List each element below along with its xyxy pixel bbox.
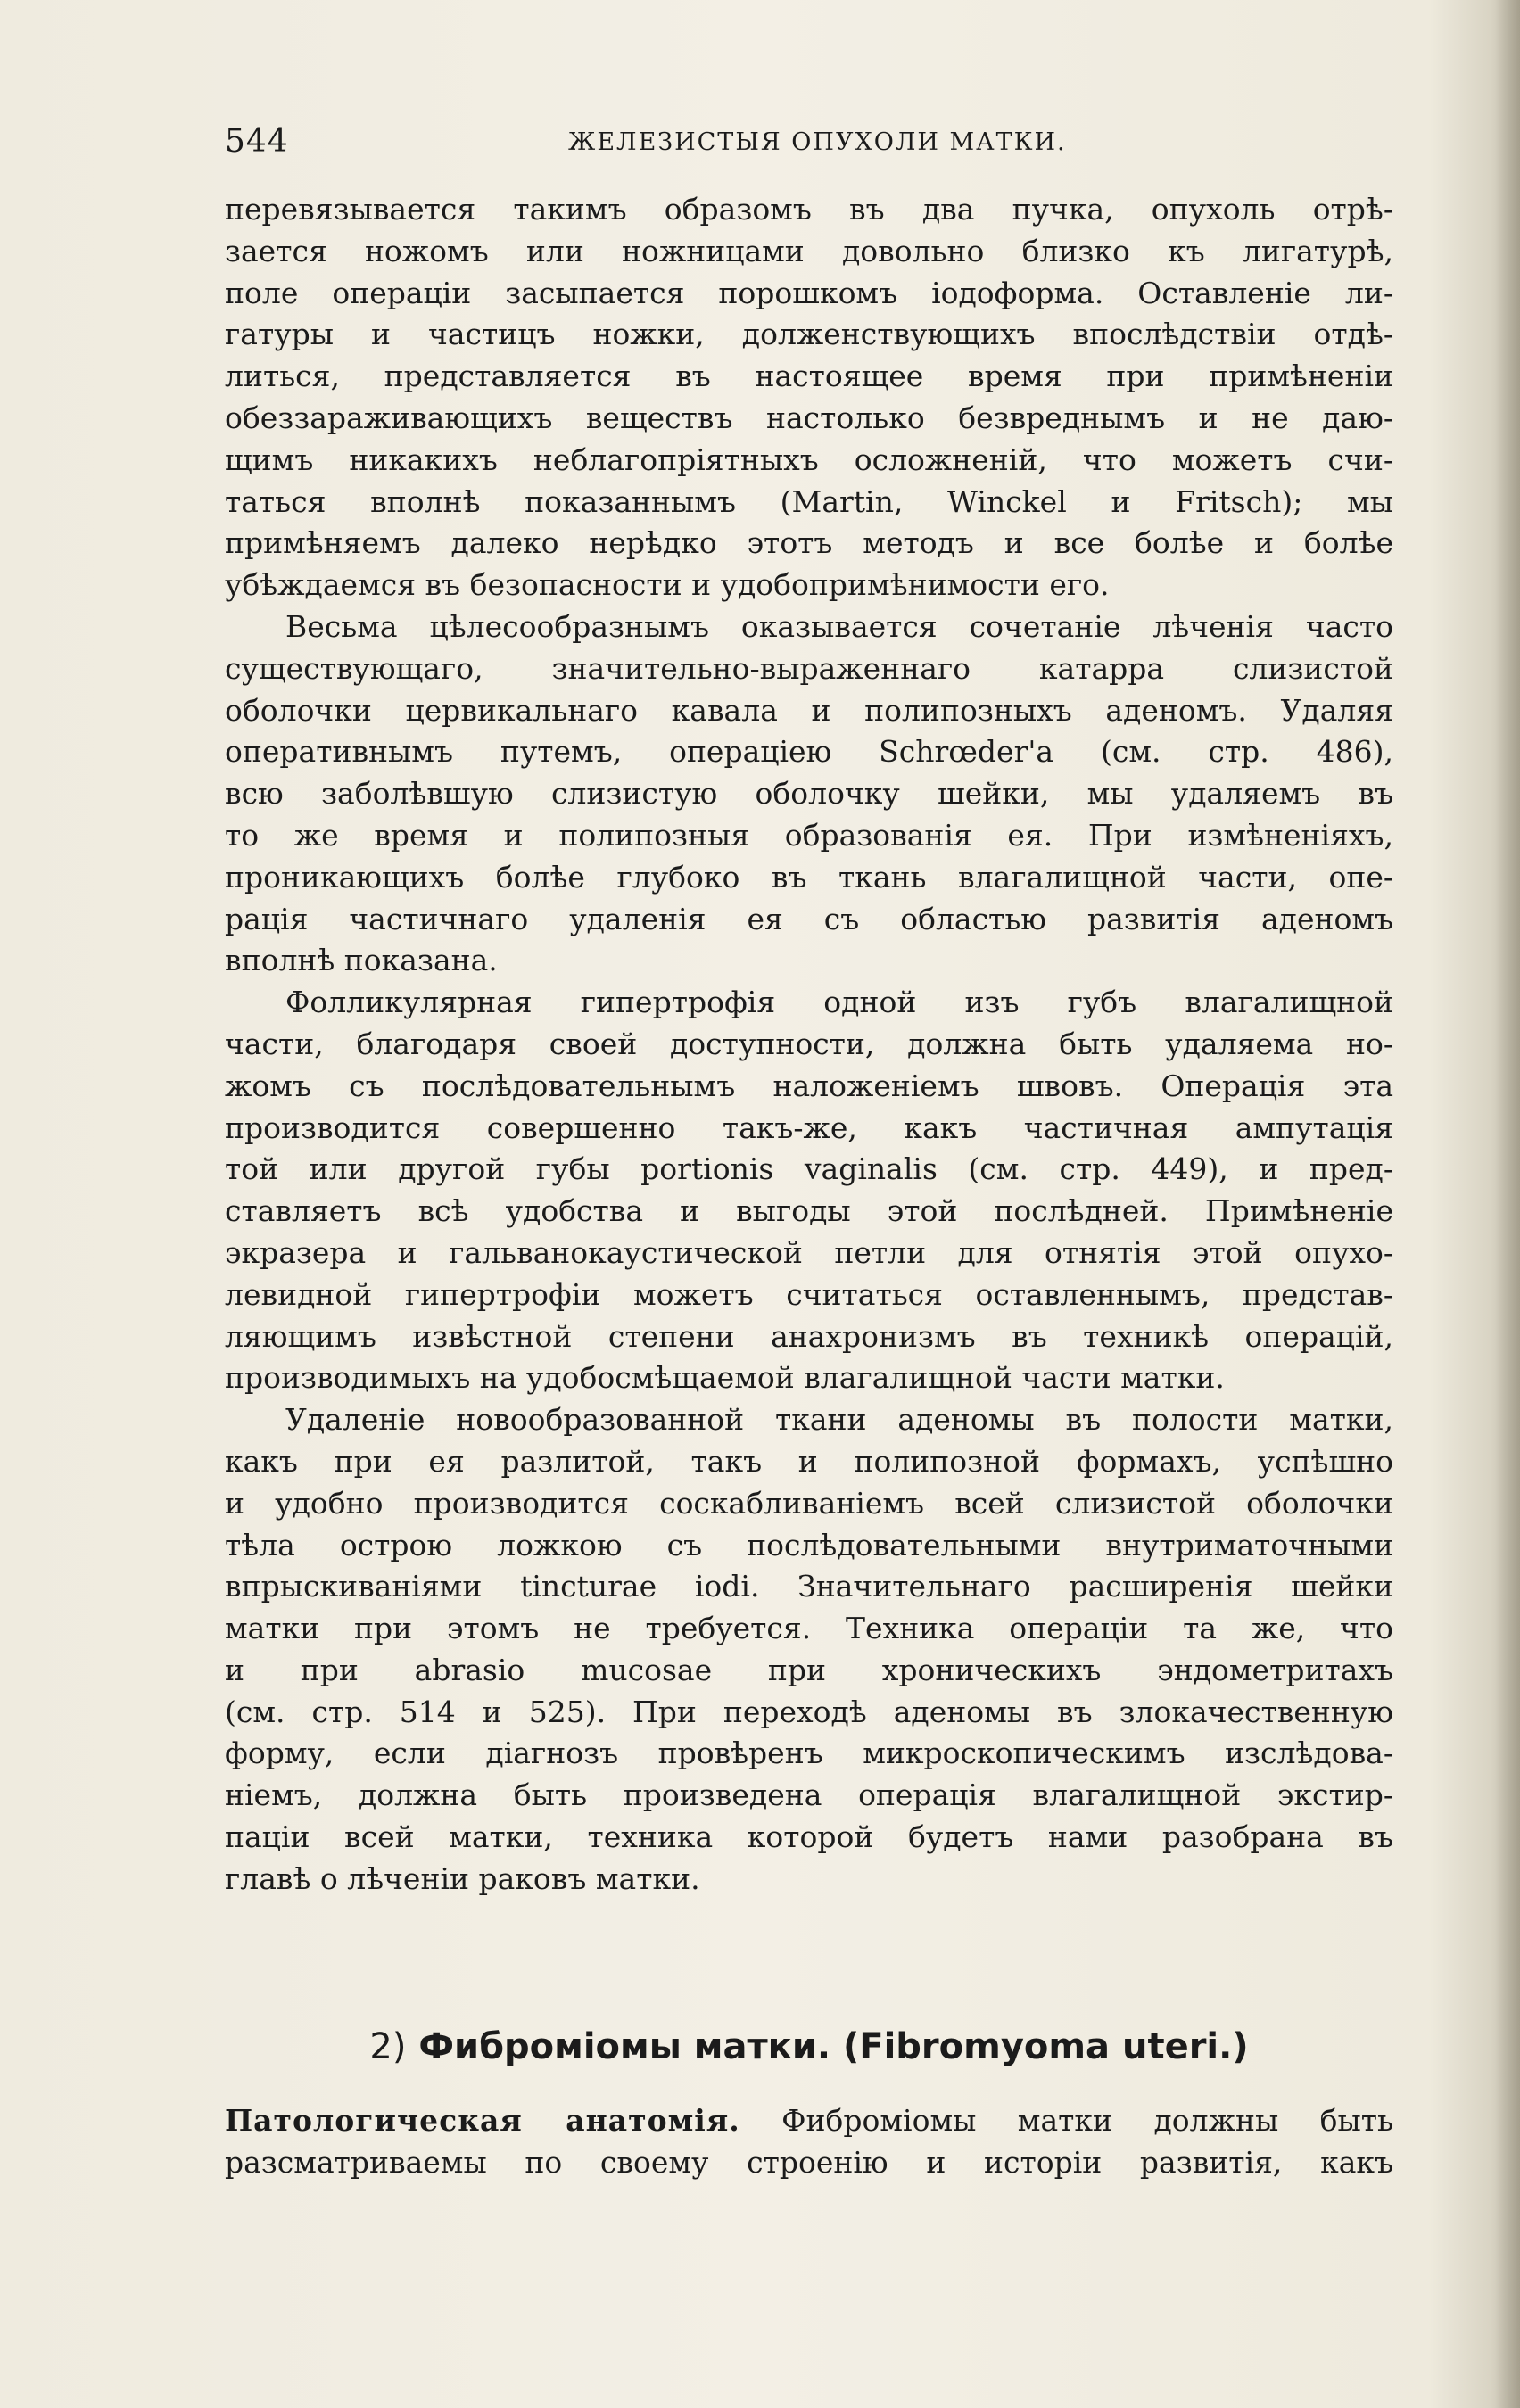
text-line: Удаленіе новообразованной ткани аденомы въ полости матки, <box>285 1402 1393 1438</box>
section-heading <box>225 2026 1393 2067</box>
page-edge-shadow <box>1495 0 1520 2408</box>
section-title: Фиброміомы матки. (Fibromyoma uteri.) <box>418 2026 1249 2067</box>
text-line: разсматриваемы по своему строенію и исторіи развитія, какъ <box>225 2144 1393 2180</box>
body-text <box>225 189 1393 1901</box>
text-line: поле операціи засыпается порошкомъ іодоформа. Оставленіе ли- <box>225 275 1393 310</box>
text-line: рація частичнаго удаленія ея съ областью развитія аденомъ <box>225 901 1393 936</box>
text-line: существующаго, значительно-выраженнаго катарра слизистой <box>225 650 1393 686</box>
text-line: таться вполнѣ показаннымъ (Martin, Winckel и Fritsch); мы <box>225 483 1393 519</box>
text-line: зается ножомъ или ножницами довольно близко къ лигатурѣ, <box>225 233 1393 268</box>
text-line: части, благодаря своей доступности, должна быть удаляема но- <box>225 1026 1393 1061</box>
subsection-lead: Патологическая анатомія. <box>225 2103 740 2138</box>
text-line: и при abrasio mucosae при хроническихъ эндометритахъ <box>225 1652 1393 1687</box>
text-line-rest: Фиброміомы матки должны быть <box>739 2103 1393 2138</box>
text-line: той или другой губы portionis vaginalis (см. стр. 449), и пред- <box>225 1151 1393 1187</box>
section-body <box>225 2100 1393 2184</box>
text-line: какъ при ея разлитой, такъ и полипозной формахъ, успѣшно <box>225 1443 1393 1479</box>
text-line: паціи всей матки, техника которой будетъ нами разобрана въ <box>225 1819 1393 1855</box>
text-line: то же время и полипозныя образованія ея. При измѣненіяхъ, <box>225 817 1393 853</box>
text-line: оперативнымъ путемъ, операціею Schrœder'а (см. стр. 486), <box>225 734 1393 770</box>
text-line: матки при этомъ не требуется. Техника операціи та же, что <box>225 1611 1393 1646</box>
text-line: ніемъ, должна быть произведена операція влагалищной экстир- <box>225 1777 1393 1813</box>
text-line: примѣняемъ далеко нерѣдко этотъ методъ и все болѣе и болѣе <box>225 525 1393 561</box>
text-line: экразера и гальванокаустической петли для отнятія этой опухо- <box>225 1234 1393 1270</box>
text-line: и удобно производится соскабливаніемъ всей слизистой оболочки <box>225 1485 1393 1521</box>
text-line: главѣ о лѣченіи раковъ матки. <box>225 1860 700 1896</box>
text-line: оболочки цервикальнаго кавала и полипозныхъ аденомъ. Удаляя <box>225 692 1393 728</box>
text-line <box>225 2100 1393 2142</box>
text-line: всю заболѣвшую слизистую оболочку шейки, мы удаляемъ въ <box>225 776 1393 812</box>
page-header <box>225 123 1393 168</box>
text-line: тѣла острою ложкою съ послѣдовательными внутриматочными <box>225 1527 1393 1563</box>
text-line: (см. стр. 514 и 525). При переходѣ аденомы въ злокачественную <box>225 1694 1393 1729</box>
text-line: ляющимъ извѣстной степени анахронизмъ въ техникѣ операцій, <box>225 1318 1393 1354</box>
text-line: перевязывается такимъ образомъ въ два пучка, опухоль отрѣ- <box>225 192 1393 227</box>
text-line: литься, представляется въ настоящее время при примѣненіи <box>225 359 1393 394</box>
section-number: 2) <box>369 2026 407 2067</box>
text-line: впрыскиваніями tincturae iodi. Значительнаго расширенія шейки <box>225 1569 1393 1604</box>
text-line: убѣждаемся въ безопасности и удобопримѣнимости его. <box>225 567 1110 603</box>
text-line: форму, если діагнозъ провѣренъ микроскопическимъ изслѣдова- <box>225 1736 1393 1771</box>
text-line: гатуры и частицъ ножки, долженствующихъ впослѣдствіи отдѣ- <box>225 317 1393 352</box>
text-line: производится совершенно такъ-же, какъ частичная ампутація <box>225 1109 1393 1145</box>
text-line: проникающихъ болѣе глубоко въ ткань влагалищной части, опе- <box>225 859 1393 895</box>
text-line: щимъ никакихъ неблагопріятныхъ осложненій, что можетъ счи- <box>225 441 1393 477</box>
text-line: левидной гипертрофіи можетъ считаться оставленнымъ, представ- <box>225 1276 1393 1312</box>
running-title: ЖЕЛЕЗИСТЫЯ ОПУХОЛИ МАТКИ. <box>568 128 1067 156</box>
text-line: вполнѣ показана. <box>225 943 498 978</box>
text-line: жомъ съ послѣдовательнымъ наложеніемъ швовъ. Операція эта <box>225 1068 1393 1103</box>
text-line: производимыхъ на удобосмѣщаемой влагалищной части матки. <box>225 1360 1225 1396</box>
page-number: 544 <box>225 123 289 160</box>
text-line: ставляетъ всѣ удобства и выгоды этой послѣдней. Примѣненіе <box>225 1193 1393 1229</box>
text-line: Фолликулярная гипертрофія одной изъ губъ влагалищной <box>285 985 1393 1020</box>
text-line: Весьма цѣлесообразнымъ оказывается сочетаніе лѣченія часто <box>285 608 1393 644</box>
text-line: обеззараживающихъ веществъ настолько безвреднымъ и не даю- <box>225 400 1393 435</box>
